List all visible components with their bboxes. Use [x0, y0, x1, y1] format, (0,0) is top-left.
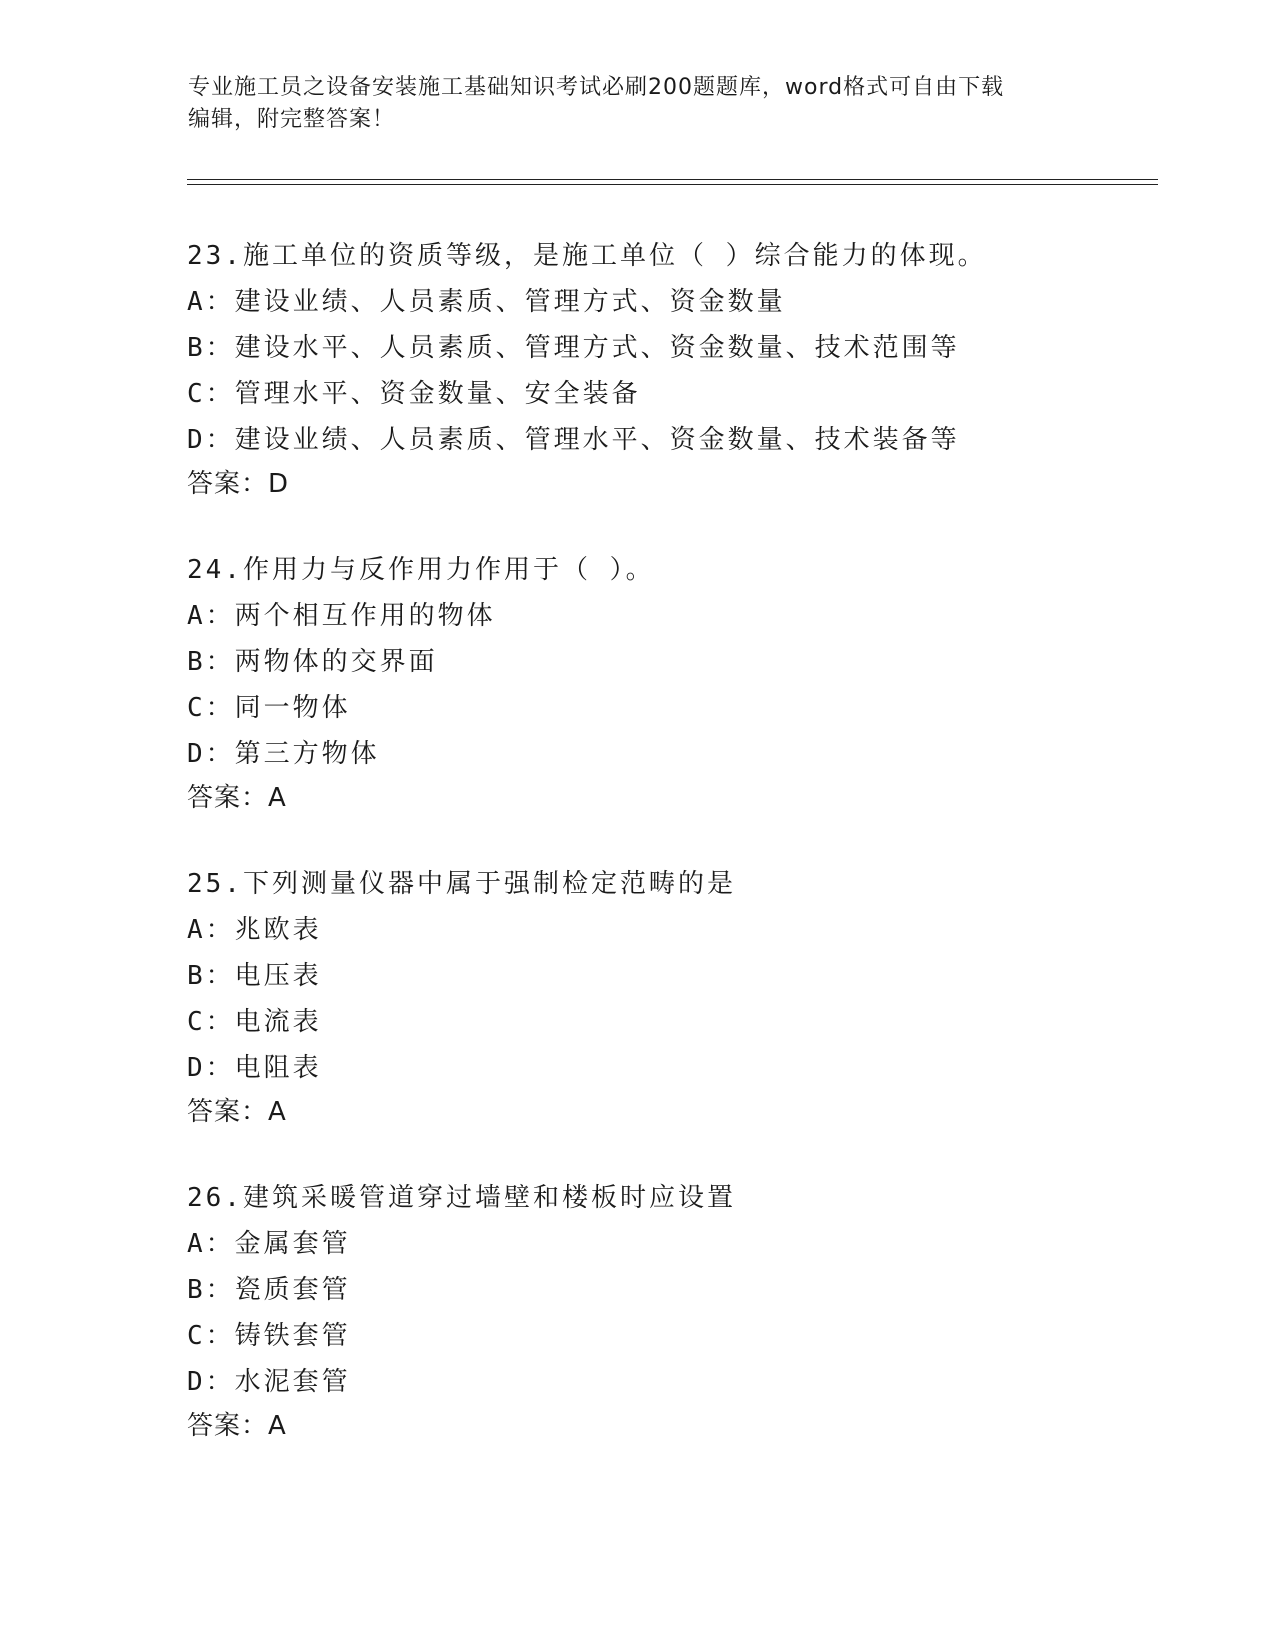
- option-a: A：兆欧表: [187, 915, 322, 945]
- option-a: A：两个相互作用的物体: [187, 601, 496, 631]
- answer: 答案：A: [187, 1097, 287, 1127]
- question-25: [187, 861, 1187, 1133]
- option-b: B：瓷质套管: [187, 1275, 351, 1305]
- option-d: D：电阻表: [187, 1053, 322, 1083]
- option-b: B：建设水平、人员素质、管理方式、资金数量、技术范围等: [187, 333, 960, 363]
- option-d: D：水泥套管: [187, 1367, 351, 1397]
- option-b: B：两物体的交界面: [187, 647, 438, 677]
- option-d: D：第三方物体: [187, 739, 380, 769]
- question-24: [187, 547, 1187, 819]
- header-title-line-1: 专业施工员之设备安装施工基础知识考试必刷200题题库，word格式可自由下载: [188, 75, 1005, 100]
- header-divider-top: [187, 179, 1158, 180]
- header-divider-bottom: [187, 184, 1158, 185]
- question-stem: 23.施工单位的资质等级，是施工单位（ ）综合能力的体现。: [187, 241, 987, 271]
- option-c: C：同一物体: [187, 693, 351, 723]
- option-c: C：铸铁套管: [187, 1321, 351, 1351]
- document-header: [188, 72, 1088, 136]
- option-c: C：管理水平、资金数量、安全装备: [187, 379, 641, 409]
- question-stem: 24.作用力与反作用力作用于（ ）。: [187, 555, 655, 585]
- question-stem: 26.建筑采暖管道穿过墙壁和楼板时应设置: [187, 1183, 736, 1213]
- option-d: D：建设业绩、人员素质、管理水平、资金数量、技术装备等: [187, 425, 960, 455]
- question-stem: 25.下列测量仪器中属于强制检定范畴的是: [187, 869, 736, 899]
- question-26: [187, 1175, 1187, 1447]
- answer: 答案：A: [187, 1411, 287, 1441]
- option-c: C：电流表: [187, 1007, 322, 1037]
- answer: 答案：D: [187, 469, 290, 499]
- option-a: A：建设业绩、人员素质、管理方式、资金数量: [187, 287, 786, 317]
- header-title-line-2: 编辑，附完整答案！: [188, 107, 396, 132]
- option-a: A：金属套管: [187, 1229, 351, 1259]
- question-list: [187, 233, 1187, 1489]
- answer: 答案：A: [187, 783, 287, 813]
- option-b: B：电压表: [187, 961, 322, 991]
- question-23: [187, 233, 1187, 505]
